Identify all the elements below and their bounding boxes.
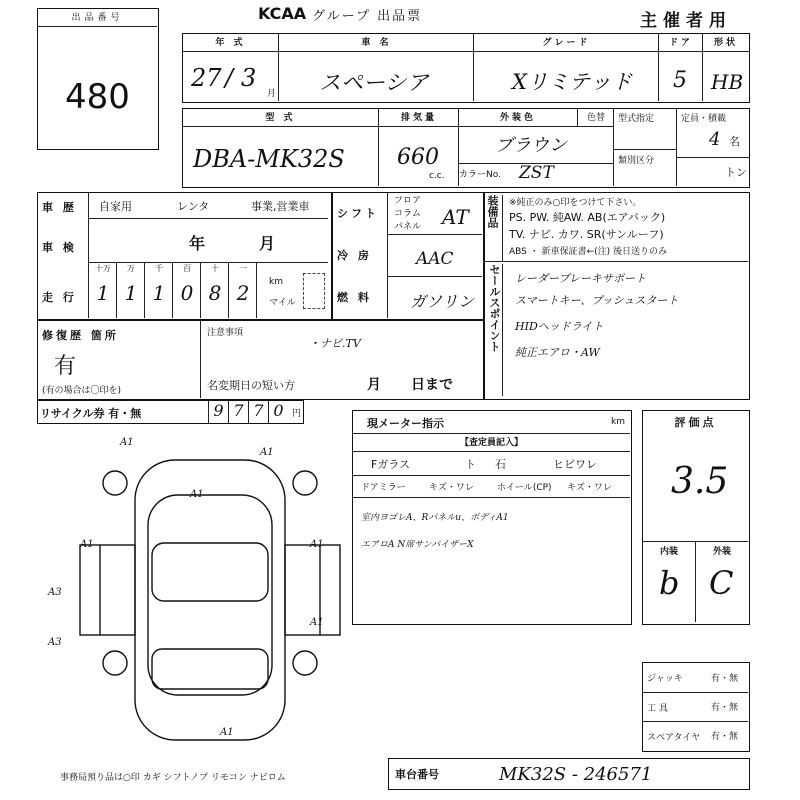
windshield-outline	[152, 543, 268, 601]
mileage-digit-label: 十	[211, 264, 219, 273]
mileage-digit-label: 千	[155, 264, 163, 273]
sheet-title: グループ 出品票	[312, 9, 423, 24]
notes-cell	[200, 321, 482, 398]
vehicle-row-2	[182, 108, 750, 188]
recycle-label: リサイクル券 有・無	[40, 407, 142, 420]
color-no-value: ZST	[519, 163, 554, 183]
name-change-label: 名変期日の短い方	[207, 379, 295, 392]
meter-unit: km	[611, 417, 625, 427]
sales-point-2: スマートキー、プッシュスタート	[515, 294, 679, 307]
kcaa-logo: KCAA	[258, 4, 307, 23]
recycle-digit: 7	[248, 401, 268, 423]
mileage-digit-value: 0	[180, 281, 194, 305]
lot-number-box	[37, 8, 159, 150]
wheel-rl	[103, 651, 127, 675]
organizer-label: 主催者用	[640, 11, 732, 31]
fuel-label: 燃 料	[337, 291, 372, 304]
vehicle-row-1	[182, 33, 750, 103]
model-value: DBA-MK32S	[193, 145, 345, 173]
mileage-digit-value: 1	[124, 281, 138, 305]
recycle-block	[37, 400, 304, 424]
damage-mark: A3	[48, 587, 62, 598]
mileage-digit-value: 1	[152, 281, 166, 305]
damage-mark: A1	[190, 489, 204, 500]
ac-label: 冷 房	[337, 249, 372, 262]
inspection-year-label: 年	[189, 234, 206, 253]
name-change-month: 月	[367, 377, 381, 393]
sales-points-label: セールスポイント	[487, 264, 503, 396]
car-body-outline	[135, 460, 285, 740]
mileage-digit-label: 一	[239, 264, 247, 273]
car-cabin-outline	[148, 495, 272, 695]
door-value: 5	[673, 68, 687, 93]
repair-label: 修復歴 箇所	[42, 329, 119, 342]
damage-mark: A1	[80, 539, 94, 550]
mileage-label: 走 行	[42, 291, 77, 304]
chassis-label: 車台番号	[395, 768, 439, 781]
repaint-label: 色替	[577, 109, 614, 127]
mileage-digit-value: 2	[236, 281, 250, 305]
mirror-row	[353, 475, 630, 497]
mileage-digit-label: 百	[183, 264, 191, 273]
int-ext-cell	[643, 541, 748, 623]
exterior-label: 外装	[695, 542, 748, 622]
mileage-digit-cell	[89, 263, 117, 318]
shift-cell	[387, 193, 482, 235]
km-label: km	[269, 277, 283, 287]
mileage-digit-cell	[145, 263, 173, 318]
mileage-digit-label: 万	[127, 264, 135, 273]
ac-cell	[387, 235, 482, 277]
inspector-label: 【査定員記入】	[353, 433, 630, 451]
mileage-digit-cell	[201, 263, 229, 318]
equipment-note: ※純正のみ○印をつけて下さい。	[509, 198, 642, 208]
capacity-label: 定員・積載	[681, 114, 727, 124]
ac-value: AAC	[416, 249, 454, 269]
chassis-block	[388, 758, 750, 790]
recycle-digit: 9	[208, 401, 228, 423]
month-value: 3	[241, 64, 257, 92]
mileage-digit-label: 十万	[95, 264, 111, 273]
displacement-cell	[378, 109, 458, 186]
shape-cell	[702, 34, 748, 101]
name-change-day: 日まで	[411, 377, 453, 393]
year-value: 27	[191, 64, 222, 92]
car-name-label: 車 名	[279, 34, 474, 52]
jack-label: ジャッキ	[647, 674, 683, 684]
damage-mark: A3	[48, 637, 62, 648]
chassis-value: MK32S - 246571	[499, 764, 653, 785]
score-label: 評価点	[674, 416, 717, 429]
score-value: 3.5	[671, 461, 729, 502]
jack-value[interactable]: 有・無	[711, 674, 739, 684]
recycle-digit: 0	[268, 401, 288, 423]
repair-value: 有	[54, 354, 77, 379]
car-name-cell	[278, 34, 473, 101]
spare-label: スペアタイヤ	[643, 721, 748, 743]
grade-label: グレード	[474, 34, 659, 52]
drivetrain-block	[332, 192, 484, 320]
wheel-rr	[293, 651, 317, 675]
exterior-value: C	[709, 564, 734, 602]
recycle-unit: 円	[292, 409, 302, 419]
shift-option-column[interactable]: コラム	[394, 209, 421, 219]
history-options	[88, 193, 328, 219]
capacity-cell	[676, 109, 748, 186]
equipment-line-2: TV. ナビ. カワ. SR(サンルーフ)	[509, 228, 664, 241]
sales-point-3: HIDヘッドライト	[515, 320, 604, 333]
wheel-fl	[103, 471, 127, 495]
shape-label: 形状	[703, 34, 749, 52]
door-cell	[658, 34, 702, 101]
shift-option-panel[interactable]: パネル	[394, 222, 422, 232]
wheel-label: ホイール(CP)	[497, 483, 552, 493]
shift-value: AT	[442, 205, 469, 229]
year-separator: /	[225, 64, 234, 92]
mileage-digit-value: 1	[96, 281, 110, 305]
mileage-digit-cell	[117, 263, 145, 318]
grade-value: Xリミテッド	[512, 70, 632, 94]
repair-note: (有の場合は〇印を)	[42, 386, 122, 396]
grade-cell	[473, 34, 658, 101]
interior-value: b	[659, 564, 680, 602]
door-label: ドア	[659, 34, 703, 52]
displacement-unit: c.c.	[429, 171, 445, 181]
chip-mark: 石	[495, 458, 506, 471]
color-no-label: カラーNo.	[459, 163, 614, 186]
mirror-label: ドアミラー	[361, 483, 406, 493]
inspection-block	[352, 410, 632, 625]
class-label: 類別区分	[614, 149, 677, 169]
model-label: 型 式	[183, 109, 378, 127]
month-suffix: 月	[267, 89, 277, 99]
damage-mark: A1	[310, 539, 324, 550]
lot-number-value: 480	[65, 77, 130, 117]
fuel-value: ガソリン	[410, 292, 475, 311]
tools-block	[642, 662, 750, 752]
wheel-scratch-label: キズ・ワレ	[567, 483, 612, 493]
spare-value[interactable]: 有・無	[711, 732, 739, 742]
mileage-digit-value: 8	[208, 281, 222, 305]
chip-label: ト	[465, 458, 476, 471]
office-note: 事務局預り品は○印 カギ シフトノブ リモコン ナビロム	[60, 773, 286, 783]
score-block	[642, 410, 750, 625]
capacity-value: 4	[709, 129, 721, 150]
rental-option[interactable]: レンタ	[177, 200, 210, 213]
mileage-digit-cell	[173, 263, 201, 318]
shift-option-floor[interactable]: フロア	[394, 196, 422, 206]
color-cell	[458, 109, 613, 186]
fglass-row	[353, 451, 630, 475]
history-label: 車 歴	[42, 201, 77, 214]
displacement-value: 660	[397, 145, 439, 170]
year-label: 年 式	[183, 34, 278, 52]
recycle-digit: 7	[228, 401, 248, 423]
wheel-fr	[293, 471, 317, 495]
inspection-comment-1: 室内ヨゴレA、Rパネルu、ボディA1	[353, 497, 630, 523]
fuel-cell	[387, 277, 482, 318]
damage-mark: A1	[310, 617, 324, 628]
damage-mark: A1	[260, 447, 274, 458]
notes-value: ・ナビ.TV	[309, 337, 361, 350]
equipment-line-3: ABS ・ 新車保証書←(注) 後日送りのみ	[509, 247, 668, 257]
car-name-value: スペーシア	[319, 71, 429, 96]
ton-unit: トン	[677, 157, 749, 180]
equipment-line-1: PS. PW. 純AW. AB(エアバック)	[509, 211, 666, 224]
damage-mark: A1	[220, 727, 234, 738]
meter-label: 現メーター指示	[367, 417, 444, 430]
notes-label: 注意事項	[207, 328, 244, 338]
color-label: 外装色	[459, 109, 577, 127]
capacity-unit: 名	[729, 135, 740, 148]
equipment-block	[484, 192, 750, 400]
mirror-scratch-label: キズ・ワレ	[429, 483, 474, 493]
lot-number-label: 出品番号	[38, 9, 157, 27]
tool-value[interactable]: 有・無	[711, 703, 739, 713]
sales-point-1: レーダーブレーキサポート	[515, 272, 647, 285]
sales-points-cell	[485, 261, 748, 398]
mile-checkbox[interactable]	[303, 273, 325, 309]
mileage-cell	[88, 263, 328, 318]
left-door-outline	[80, 545, 135, 635]
shape-value: HB	[711, 70, 744, 94]
displacement-label: 排気量	[379, 109, 459, 127]
inspection-month-label: 月	[259, 234, 276, 253]
type-spec-cell	[613, 109, 676, 186]
equipment-label: 装備品	[487, 195, 503, 261]
tool-label: 工 具	[643, 692, 748, 714]
shift-label: シフト	[337, 207, 379, 220]
damage-mark: A1	[120, 437, 134, 448]
mileage-digit-cell	[229, 263, 257, 318]
inspection-cell	[88, 219, 328, 263]
type-spec-label: 型式指定	[618, 114, 655, 124]
mile-label: マイル	[269, 298, 296, 308]
interior-label: 内装	[659, 547, 678, 557]
inspection-comment-2: エアロA N席サンバイザーX	[361, 540, 474, 550]
business-option[interactable]: 事業,営業車	[251, 200, 310, 213]
crack-label: ヒビワレ	[553, 458, 597, 471]
inspection-label: 車 検	[42, 241, 77, 254]
repair-block	[37, 320, 484, 400]
sales-point-4: 純正エアロ・AW	[515, 346, 600, 359]
history-block	[37, 192, 332, 320]
rear-window-outline	[152, 649, 268, 689]
own-use-option[interactable]: 自家用	[99, 200, 132, 213]
color-value: ブラウン	[495, 135, 567, 156]
fglass-label: Fガラス	[371, 458, 410, 471]
car-damage-diagram	[40, 435, 360, 765]
